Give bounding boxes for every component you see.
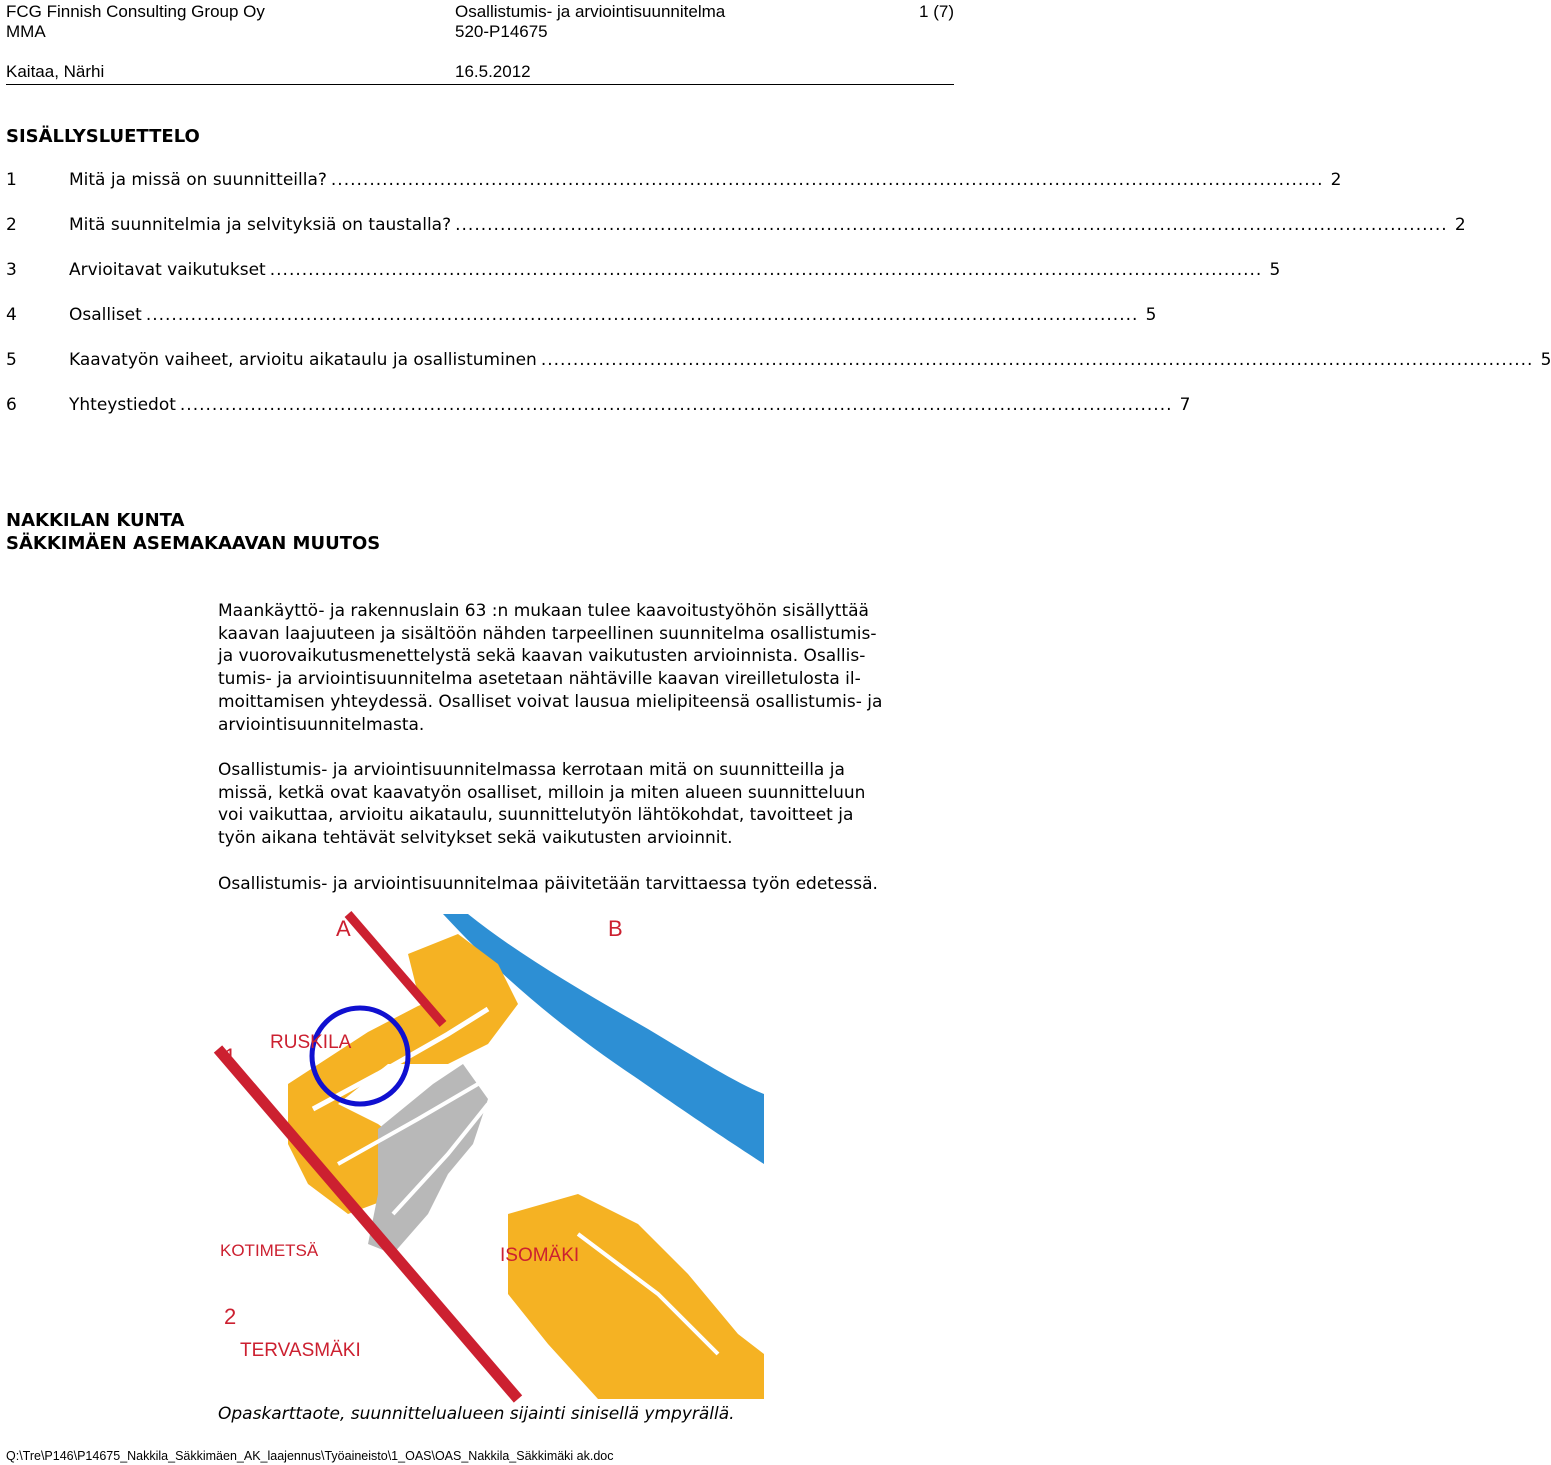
grid-label-a: A [336,916,351,941]
paragraph-line: missä, ketkä ovat kaavatyön osalliset, milloin ja miten alueen suunnitteluun [218,782,866,803]
document-date: 16.5.2012 [455,62,531,81]
company-name: FCG Finnish Consulting Group Oy [6,2,265,21]
place-label-kotimetsa: KOTIMETSÄ [220,1241,319,1260]
toc-title: SISÄLLYSLUETTELO [6,126,200,147]
toc-leader: ........................................................................................................................................................... [145,305,1139,325]
toc-item[interactable] [6,215,1466,237]
paragraph-line: ja vuorovaikutusmenettelystä sekä kaavan vaikutusten arvioinnista. Osallis- [218,646,866,667]
toc-item-text: Arvioitavat vaikutukset [69,260,266,280]
map-graphic [218,914,764,1399]
toc-leader: ........................................................................................................................................................... [540,350,1534,370]
toc-item-number: 3 [6,260,17,280]
page-number: 1 (7) [919,2,954,21]
toc-item[interactable] [6,170,1342,192]
grid-label-2: 2 [224,1304,237,1329]
map-caption: Opaskarttaote, suunnittelualueen sijainti sinisellä ympyrällä. [218,1404,735,1424]
toc-item-number: 2 [6,215,17,235]
author-initials: MMA [6,22,46,41]
header-divider [6,84,954,85]
authors: Kaitaa, Närhi [6,62,105,81]
toc-item-number: 1 [6,170,17,190]
file-path-footer: Q:\Tre\P146\P14675_Nakkila_Säkkimäen_AK_laajennus\Työaineisto\1_OAS\OAS_Nakkila_Säkkimäki ak.doc [6,1449,614,1463]
paragraph-line: Maankäyttö- ja rakennuslain 63 :n mukaan tulee kaavoitustyöhön sisällyttää [218,601,869,621]
toc-item-page: 2 [1330,170,1342,190]
grid-label-b: B [608,916,623,941]
toc-item-text: Kaavatyön vaiheet, arvioitu aikataulu ja osallistuminen [69,350,537,370]
toc-item-text: Mitä suunnitelmia ja selvityksiä on taustalla? [69,215,452,235]
grid-label-1: 1 [224,1044,237,1069]
place-label-tervasmaki: TERVASMÄKI [240,1340,361,1361]
document-code: 520-P14675 [455,22,548,41]
toc-item-number: 6 [6,395,17,415]
municipality-title: NAKKILAN KUNTA [6,510,185,531]
toc-item-page: 5 [1269,260,1281,280]
place-label-ruskila: RUSKILA [270,1032,352,1053]
toc-item[interactable] [6,350,1551,372]
paragraph-line: arviointisuunnitelmasta. [218,714,425,735]
toc-leader: ........................................................................................................................................................... [330,170,1324,190]
toc-item[interactable] [6,395,1191,417]
paragraph-line: työn aikana tehtävät selvitykset sekä vaikutusten arvioinnit. [218,828,733,849]
toc-item-number: 5 [6,350,17,370]
intro-paragraph [218,600,956,736]
toc-item-page: 5 [1145,305,1157,325]
toc-item-text: Osalliset [69,305,142,325]
paragraph-line: voi vaikuttaa, arvioitu aikataulu, suunnittelutyön lähtökohdat, tavoitteet ja [218,805,854,826]
toc-leader: ........................................................................................................................................................... [455,215,1448,235]
toc-item[interactable] [6,260,1281,282]
paragraph-line: Osallistumis- ja arviointisuunnitelmassa kerrotaan mitä on suunnitteilla ja [218,760,845,780]
toc-leader: ........................................................................................................................................................... [179,395,1173,415]
toc-item-number: 4 [6,305,17,325]
location-map [218,914,764,1399]
content-paragraph [218,759,956,850]
toc-item-text: Mitä ja missä on suunnitteilla? [69,170,327,190]
toc-item-page: 2 [1454,215,1466,235]
update-paragraph: Osallistumis- ja arviointisuunnitelmaa päivitetään tarvittaessa työn edetessä. [218,874,878,894]
place-label-isomaki: ISOMÄKI [500,1245,580,1266]
paragraph-line: kaavan laajuuteen ja sisältöön nähden tarpeellinen suunnitelma osallistumis- [218,623,877,644]
plan-title: SÄKKIMÄEN ASEMAKAAVAN MUUTOS [6,533,381,554]
toc-leader: ........................................................................................................................................................... [269,260,1263,280]
toc-item-page: 7 [1179,395,1191,415]
document-title: Osallistumis- ja arviointisuunnitelma [455,2,726,21]
toc-item-text: Yhteystiedot [69,395,176,415]
toc-item-page: 5 [1540,350,1551,370]
paragraph-line: tumis- ja arviointisuunnitelma asetetaan nähtäville kaavan vireilletulosta il- [218,669,861,690]
paragraph-line: moittamisen yhteydessä. Osalliset voivat lausua mielipiteensä osallistumis- ja [218,691,883,712]
toc-item[interactable] [6,305,1157,327]
